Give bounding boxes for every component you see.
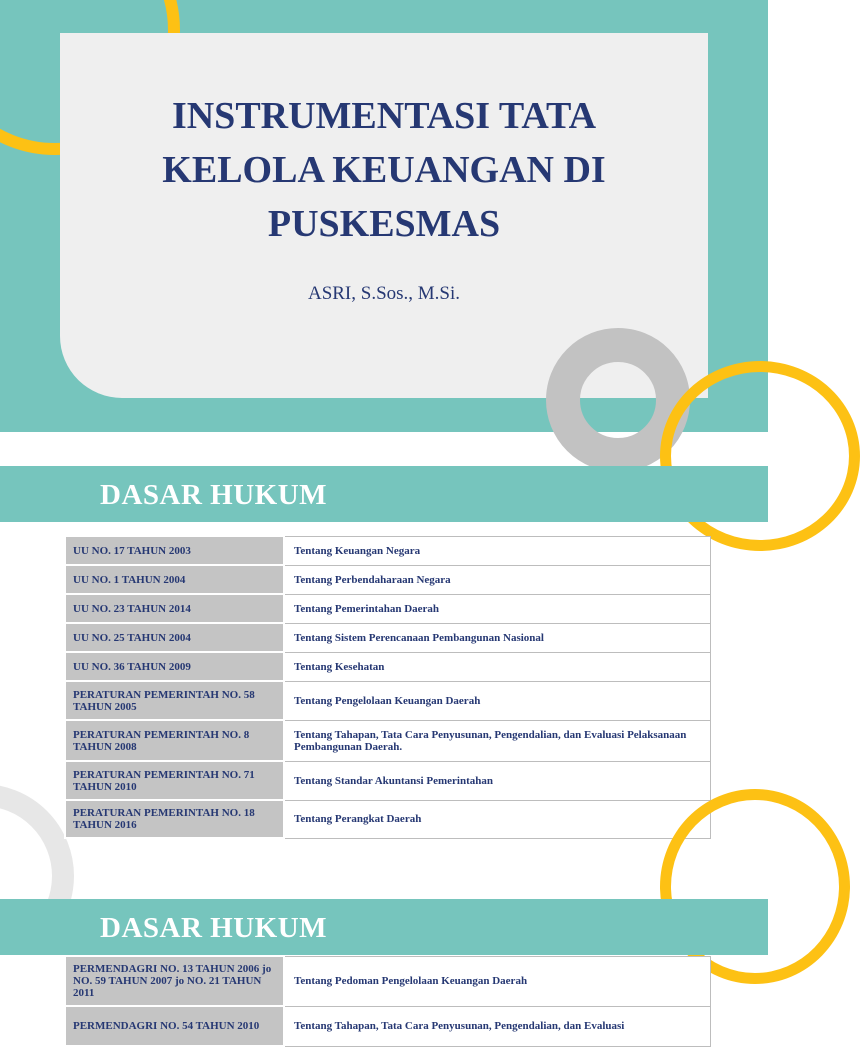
table-row [65, 1006, 711, 1046]
description-cell: Tentang Kesehatan [284, 652, 711, 681]
table-row [65, 594, 711, 623]
regulation-cell: UU NO. 23 TAHUN 2014 [65, 594, 284, 623]
regulation-cell: UU NO. 1 TAHUN 2004 [65, 565, 284, 594]
regulation-cell: UU NO. 25 TAHUN 2004 [65, 623, 284, 652]
description-cell: Tentang Sistem Perencanaan Pembangunan Nasional [284, 623, 711, 652]
heading-banner [0, 899, 768, 955]
regulation-cell: UU NO. 17 TAHUN 2003 [65, 536, 284, 565]
description-cell: Tentang Pengelolaan Keuangan Daerah [284, 681, 711, 720]
description-cell: Tentang Tahapan, Tata Cara Penyusunan, Pengendalian, dan Evaluasi Pelaksanaan Pembangunan Daerah. [284, 720, 711, 761]
description-cell: Tentang Tahapan, Tata Cara Penyusunan, Pengendalian, dan Evaluasi [284, 1006, 711, 1046]
regulation-cell: PERMENDAGRI NO. 13 TAHUN 2006 jo NO. 59 TAHUN 2007 jo NO. 21 TAHUN 2011 [65, 956, 284, 1006]
description-cell: Tentang Perbendaharaan Negara [284, 565, 711, 594]
regulation-cell: PERATURAN PEMERINTAH NO. 58 TAHUN 2005 [65, 681, 284, 720]
legal-basis-table [64, 535, 711, 839]
table-row [65, 800, 711, 838]
description-cell: Tentang Standar Akuntansi Pemerintahan [284, 761, 711, 800]
title-line-2: KELOLA KEUANGAN DI [162, 149, 606, 191]
table-row [65, 956, 711, 1006]
table-row [65, 623, 711, 652]
description-cell: Tentang Pemerintahan Daerah [284, 594, 711, 623]
table-row [65, 681, 711, 720]
regulation-cell: PERATURAN PEMERINTAH NO. 71 TAHUN 2010 [65, 761, 284, 800]
table-row [65, 761, 711, 800]
table-row [65, 536, 711, 565]
presentation-title [60, 89, 708, 251]
table-row [65, 652, 711, 681]
legal-basis-table [64, 955, 711, 1047]
regulation-cell: PERATURAN PEMERINTAH NO. 18 TAHUN 2016 [65, 800, 284, 838]
table-row [65, 720, 711, 761]
author-name: ASRI, S.Sos., M.Si. [307, 283, 461, 304]
description-cell: Tentang Pedoman Pengelolaan Keuangan Daerah [284, 956, 711, 1006]
regulation-cell: PERMENDAGRI NO. 54 TAHUN 2010 [65, 1006, 284, 1046]
description-cell: Tentang Perangkat Daerah [284, 800, 711, 838]
title-line-3: PUSKESMAS [267, 203, 501, 245]
description-cell: Tentang Keuangan Negara [284, 536, 711, 565]
legal-basis-slide-2 [0, 899, 768, 1032]
title-line-1: INSTRUMENTASI TATA [171, 95, 597, 137]
title-card [60, 33, 708, 398]
decorative-yellow-ring [660, 361, 860, 551]
table-row [65, 565, 711, 594]
slide-heading: DASAR HUKUM [100, 912, 328, 944]
regulation-cell: UU NO. 36 TAHUN 2009 [65, 652, 284, 681]
slide-heading: DASAR HUKUM [100, 479, 328, 511]
heading-banner [0, 466, 768, 522]
regulation-cell: PERATURAN PEMERINTAH NO. 8 TAHUN 2008 [65, 720, 284, 761]
title-slide [0, 0, 768, 432]
legal-basis-slide-1 [0, 466, 768, 866]
